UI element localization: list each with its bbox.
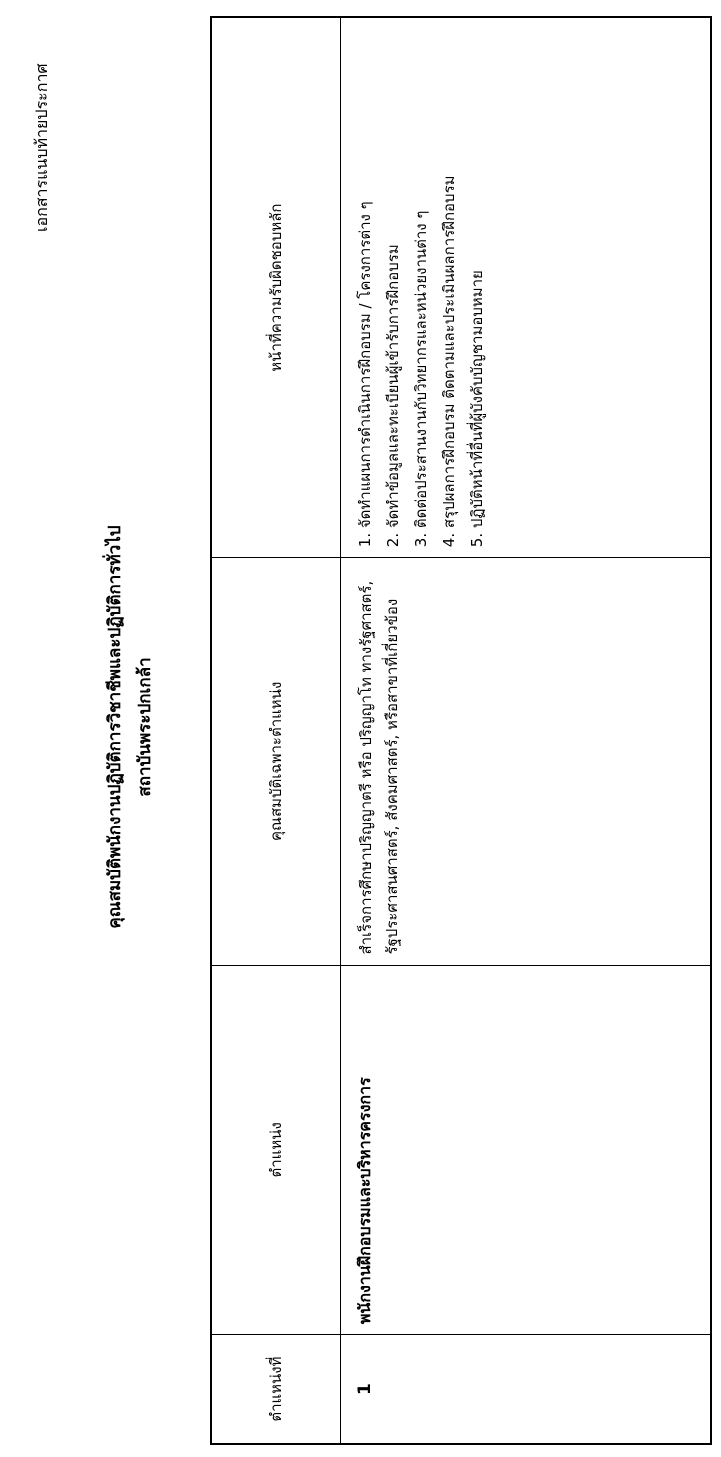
title-line-1: คุณสมบัติพนักงานปฏิบัติการวิชาชีพและปฏิบัติการทั่วไป [105,525,125,929]
duty-item: 1. จัดทำแผนการดำเนินการฝึกอบรม / โครงการต่าง ๆ [356,201,374,548]
title-line-2: สถาบันพระปกเกล้า [135,657,155,797]
qualification-table [210,16,712,1445]
column-header-qualification: คุณสมบัติเฉพาะตำแหน่ง [211,558,341,965]
duty-item: 2. จัดทำข้อมูลและทะเบียนผู้เข้ารับการฝึกอบรม [384,244,402,548]
position-name: พนักงานฝึกอบรมและบริหารครงการ [341,965,712,1335]
position-duties [341,17,712,558]
duty-item: 5. ปฏิบัติหน้าที่อื่นที่ผู้บังคับบัญชามอบหมาย [468,270,486,548]
row-number: 1 [341,1335,712,1444]
column-header-position: ตำแหน่ง [211,965,341,1335]
table-row [341,17,712,1444]
position-qualification: สำเร็จการศึกษาปริญญาตรี หรือ ปริญญาโท ทางรัฐศาสตร์, รัฐประศาสนศาสตร์, สังคมศาสตร์, หรือสาขาที่เกี่ยวข้อง [341,558,712,965]
table-header-row [211,17,341,1444]
column-header-number: ตำแหน่งที่ [211,1335,341,1444]
duty-list [351,28,491,547]
column-header-duties: หน้าที่ความรับผิดชอบหลัก [211,17,341,558]
duty-item: 4. สรุปผลการฝึกอบรม ติดตามและประเมินผลการฝึกอบรม [440,175,458,548]
annex-label: เอกสารแนบท้ายประกาศ [32,63,51,232]
duty-item: 3. ติดต่อประสานงานกับวิทยากรและหน่วยงานต่าง ๆ [412,210,430,548]
document-title [100,377,160,1077]
